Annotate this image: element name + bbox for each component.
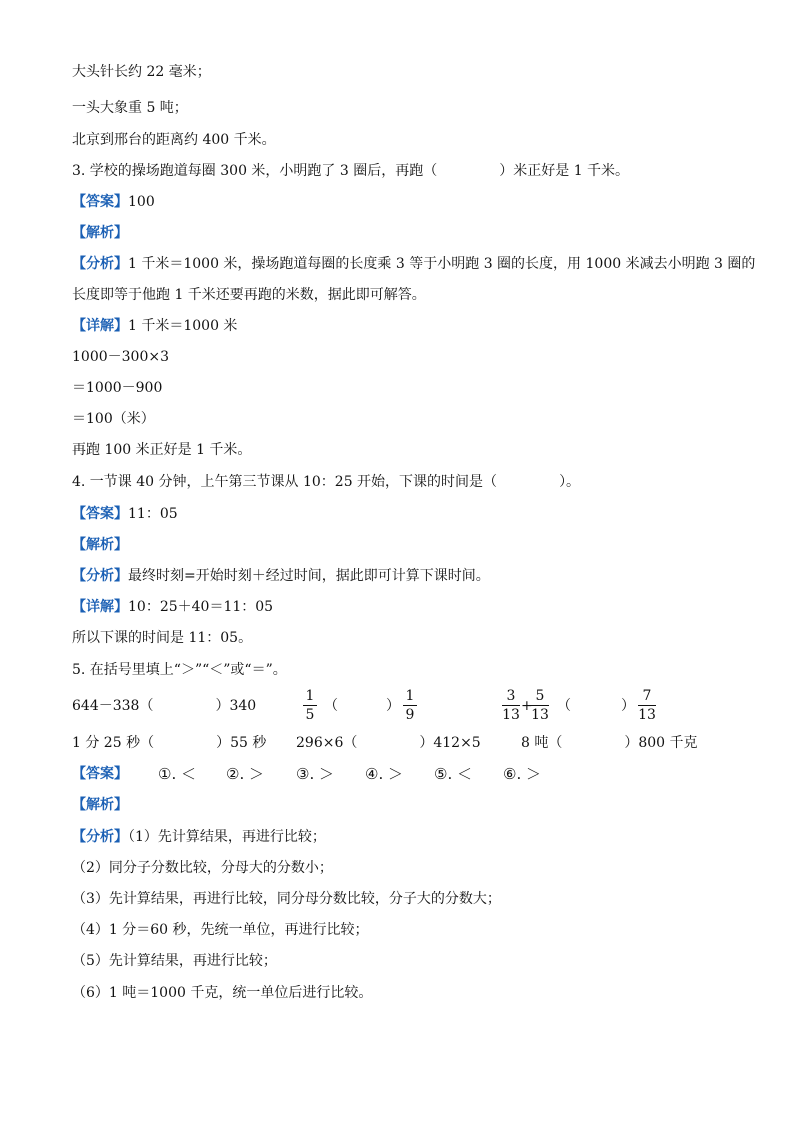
analysis-text: （5）先计算结果，再进行比较； xyxy=(72,953,277,969)
question-text: 3. 学校的操场跑道每圈 300 米，小明跑了 3 圈后，再跑（ xyxy=(72,163,438,179)
analysis-text: 长度即等于他跑 1 千米还要再跑的米数，据此即可解答。 xyxy=(72,287,426,303)
analysis-line xyxy=(72,566,490,586)
expression-right: ）55 秒 xyxy=(216,735,267,751)
denominator: 13 xyxy=(638,707,656,723)
analysis-text: （2）同分子分数比较，分母大的分数小； xyxy=(72,860,333,876)
analysis-tag: 【分析】 xyxy=(72,256,128,272)
compare-item-6 xyxy=(521,733,698,753)
question-3 xyxy=(72,161,629,181)
answer-value: 11：05 xyxy=(128,506,178,522)
jiexi-tag: 【解析】 xyxy=(72,537,128,553)
analysis-text: （1）先计算结果，再进行比较； xyxy=(128,829,326,845)
fraction-1-9 xyxy=(403,687,417,724)
question-text: 4. 一节课 40 分钟，上午第三节课从 10：25 开始，下课的时间是（ xyxy=(72,474,498,490)
jiexi-tag: 【解析】 xyxy=(72,797,128,813)
question-4 xyxy=(72,472,580,492)
paren-close: ） xyxy=(621,698,635,714)
detail-tag: 【详解】 xyxy=(72,599,128,615)
compare-item-4 xyxy=(72,733,266,753)
detail-tag: 【详解】 xyxy=(72,318,128,334)
expression-left: 644－338（ xyxy=(72,698,154,714)
expression-left: 296×6（ xyxy=(296,735,358,751)
numerator: 3 xyxy=(506,688,516,704)
answer-4: ④. ＞ xyxy=(365,765,403,783)
answer-line xyxy=(72,504,178,524)
fraction-1-5 xyxy=(303,687,317,724)
denominator: 9 xyxy=(405,707,415,723)
answer-5: ⑤. ＜ xyxy=(434,765,472,783)
fraction-5-13 xyxy=(531,687,549,724)
compare-item-1 xyxy=(72,696,256,716)
answer-1: ①. ＜ xyxy=(158,765,196,783)
expression-right: ）412×5 xyxy=(419,735,481,751)
calc-line: ＝1000－900 xyxy=(72,380,163,396)
analysis-text: （3）先计算结果，再进行比较，同分母分数比较，分子大的分数大； xyxy=(72,891,501,907)
plus-sign: + xyxy=(521,698,533,714)
paren-open: （ xyxy=(324,698,338,714)
question-5-title: 5. 在括号里填上“＞”“＜”或“＝”。 xyxy=(72,662,287,678)
numerator: 5 xyxy=(535,688,545,704)
expression-right: ）800 千克 xyxy=(624,735,698,751)
compare-item-5 xyxy=(296,733,481,753)
calc-line: 1000－300×3 xyxy=(72,349,169,365)
text-line: 一头大象重 5 吨； xyxy=(72,100,188,116)
paren-close: ） xyxy=(386,698,400,714)
paren-open: （ xyxy=(557,698,571,714)
analysis-text: （6）1 吨＝1000 千克，统一单位后进行比较。 xyxy=(72,985,373,1001)
conclusion-line: 所以下课的时间是 11：05。 xyxy=(72,630,253,646)
numerator: 1 xyxy=(305,688,315,704)
denominator: 13 xyxy=(502,707,520,723)
answer-line xyxy=(72,192,155,212)
analysis-tag: 【分析】 xyxy=(72,829,128,845)
analysis-line xyxy=(72,254,755,274)
answer-6: ⑥. ＞ xyxy=(503,765,541,783)
denominator: 5 xyxy=(305,707,315,723)
detail-line xyxy=(72,597,273,617)
answer-value: 100 xyxy=(128,194,155,210)
expression-right: ）340 xyxy=(215,698,257,714)
numerator: 7 xyxy=(642,688,652,704)
detail-text: 10：25＋40＝11：05 xyxy=(128,599,274,615)
answer-3: ③. ＞ xyxy=(296,765,334,783)
conclusion-line: 再跑 100 米正好是 1 千米。 xyxy=(72,442,252,458)
detail-line xyxy=(72,316,237,336)
analysis-text: 1 千米＝1000 米，操场跑道每圈的长度乘 3 等于小明跑 3 圈的长度，用 1000 米减去小明跑 3 圈的 xyxy=(128,256,756,272)
expression-left: 1 分 25 秒（ xyxy=(72,735,155,751)
expression-left: 8 吨（ xyxy=(521,735,563,751)
jiexi-tag: 【解析】 xyxy=(72,225,128,241)
analysis-text: （4）1 分＝60 秒，先统一单位，再进行比较； xyxy=(72,922,369,938)
analysis-tag: 【分析】 xyxy=(72,568,128,584)
fraction-3-13 xyxy=(502,687,520,724)
analysis-line xyxy=(72,827,326,847)
analysis-text: 最终时刻=开始时刻＋经过时间，据此即可计算下课时间。 xyxy=(128,568,490,584)
answer-tag: 【答案】 xyxy=(72,506,128,522)
text-line: 北京到邢台的距离约 400 千米。 xyxy=(72,132,276,148)
answer-2: ②. ＞ xyxy=(226,765,264,783)
denominator: 13 xyxy=(531,707,549,723)
numerator: 1 xyxy=(405,688,415,704)
fraction-7-13 xyxy=(638,687,656,724)
calc-line: ＝100（米） xyxy=(72,411,155,427)
question-text: ）米正好是 1 千米。 xyxy=(499,163,630,179)
answer-tag: 【答案】 xyxy=(72,766,128,782)
text-line: 大头针长约 22 毫米； xyxy=(72,64,211,80)
question-text: ）。 xyxy=(559,474,581,490)
detail-text: 1 千米＝1000 米 xyxy=(128,318,238,334)
answer-tag: 【答案】 xyxy=(72,194,128,210)
